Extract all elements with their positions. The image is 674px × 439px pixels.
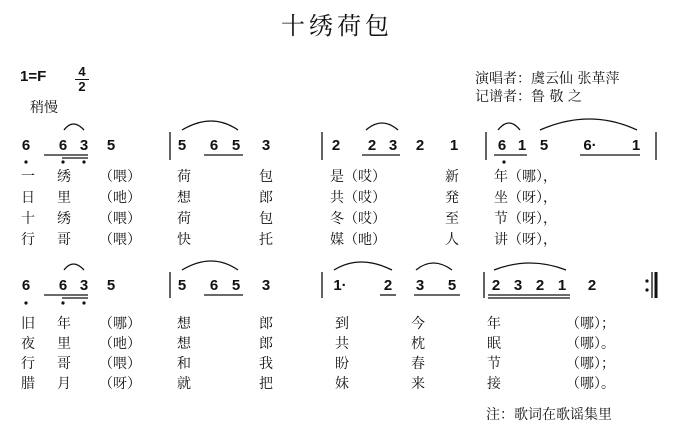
lyric: 坐（呀），	[494, 190, 557, 206]
note: 1	[449, 137, 459, 154]
lyric: 発	[445, 190, 459, 206]
lyric: 是（哎）	[330, 169, 386, 185]
lyric: 眠	[487, 336, 501, 352]
lyric: 就	[177, 376, 191, 392]
slur	[64, 124, 84, 130]
note: 5	[106, 277, 116, 294]
singers-credit: 演唱者：虞云仙 张革萍	[475, 71, 620, 87]
note: 2	[367, 137, 377, 154]
lyric: 想	[177, 316, 191, 332]
note: 5	[106, 137, 116, 154]
lyric: 行	[21, 356, 35, 372]
note: 1·	[333, 277, 347, 294]
repeat-dot	[645, 279, 648, 282]
note: 1	[517, 137, 527, 154]
lyric: 枕	[411, 336, 425, 352]
slur	[416, 263, 452, 270]
lyric: 讲（呀），	[494, 232, 557, 248]
lyric: （喂）	[99, 169, 141, 185]
note: 6·	[583, 137, 597, 154]
note: 6	[497, 137, 507, 154]
note: 2	[331, 137, 341, 154]
slur	[334, 262, 392, 270]
lyric: （吔）	[99, 190, 141, 206]
note: 5	[539, 137, 549, 154]
lyric: 一	[21, 169, 35, 185]
lyric: 行	[21, 232, 35, 248]
lyric: （哪）。	[566, 376, 615, 392]
lyric: 节	[487, 356, 501, 372]
lyric: 至	[445, 211, 459, 227]
lyric: 春	[411, 356, 425, 372]
slur	[498, 123, 520, 130]
note: 2	[415, 137, 425, 154]
repeat-dot	[645, 288, 648, 291]
lyric: （哪）；	[566, 356, 615, 372]
lyric: 日	[21, 190, 35, 206]
note: 3	[261, 277, 271, 294]
footnote: 注：歌词在歌谣集里	[486, 407, 612, 423]
song-title: 十绣荷包	[281, 12, 393, 40]
lyric: 我	[259, 356, 273, 372]
lyric: 新	[445, 169, 459, 185]
key-signature: 1=F	[20, 68, 47, 85]
note: 5	[177, 137, 187, 154]
note: 3	[79, 277, 89, 294]
note: 2	[383, 277, 393, 294]
octave-dot	[61, 301, 64, 304]
lyric: 接	[487, 376, 501, 392]
lyric: 和	[177, 356, 191, 372]
lyric: 托	[259, 232, 273, 248]
lyric: 郎	[259, 316, 273, 332]
note: 6	[21, 137, 31, 154]
lyric: 绣	[57, 211, 71, 227]
lyric: 妹	[335, 376, 349, 392]
lyric: 荷	[177, 169, 191, 185]
note: 3	[513, 277, 523, 294]
lyric: 冬（哎）	[330, 211, 386, 227]
lyric: 媒（吔）	[330, 232, 386, 248]
slur	[366, 123, 398, 130]
octave-dot	[82, 160, 85, 163]
lyric: 哥	[57, 356, 71, 372]
slur	[64, 264, 84, 270]
note: 3	[261, 137, 271, 154]
lyric: 人	[445, 232, 459, 248]
lyric: 年	[487, 316, 501, 332]
slur	[494, 263, 566, 270]
lyric: 节（呀），	[494, 211, 557, 227]
note: 5	[177, 277, 187, 294]
note: 3	[415, 277, 425, 294]
lyric: 夜	[21, 336, 35, 352]
lyric: 包	[259, 169, 273, 185]
lyric: （喂）	[99, 356, 141, 372]
note: 2	[535, 277, 545, 294]
note: 6	[209, 137, 219, 154]
lyric: 把	[259, 376, 273, 392]
note: 2	[587, 277, 597, 294]
lyric: 郎	[259, 336, 273, 352]
lyric: 腊	[21, 376, 35, 392]
note: 5	[231, 137, 241, 154]
note: 3	[79, 137, 89, 154]
note: 5	[447, 277, 457, 294]
lyric: 月	[57, 376, 71, 392]
lyric: （哪）；	[566, 316, 615, 332]
lyric: 年	[57, 316, 71, 332]
octave-dot	[502, 160, 505, 163]
lyric: （吔）	[99, 336, 141, 352]
notator-credit: 记谱者：鲁 敬 之	[475, 89, 582, 105]
slur	[182, 121, 238, 130]
lyric: 哥	[57, 232, 71, 248]
lyric: 快	[177, 232, 191, 248]
slur	[540, 119, 637, 130]
note: 6	[209, 277, 219, 294]
lyric: 盼	[335, 356, 349, 372]
note: 6	[58, 277, 68, 294]
octave-dot	[61, 160, 64, 163]
lyric: 包	[259, 211, 273, 227]
lyric: （喂）	[99, 232, 141, 248]
lyric: （哪）	[99, 316, 141, 332]
lyric: 绣	[57, 169, 71, 185]
lyric: 今	[411, 316, 425, 332]
time-signature-top: 4	[78, 64, 86, 79]
note: 2	[491, 277, 501, 294]
lyric: 想	[177, 190, 191, 206]
lyric: 荷	[177, 211, 191, 227]
lyric: 里	[57, 190, 71, 206]
tempo-marking: 稍慢	[30, 100, 58, 116]
note: 1	[631, 137, 641, 154]
octave-dot	[24, 160, 27, 163]
lyric: 到	[335, 316, 349, 332]
lyric: 共	[335, 336, 349, 352]
lyric: 十	[21, 211, 35, 227]
lyric: 里	[57, 336, 71, 352]
lyric: 想	[177, 336, 191, 352]
lyric: （哪）。	[566, 336, 615, 352]
note: 6	[58, 137, 68, 154]
octave-dot	[24, 301, 27, 304]
lyric: 郎	[259, 190, 273, 206]
note: 1	[557, 277, 567, 294]
slur	[182, 261, 238, 270]
note: 5	[231, 277, 241, 294]
note: 3	[388, 137, 398, 154]
lyric: 来	[411, 376, 425, 392]
lyric: 共（哎）	[330, 190, 386, 206]
note: 6	[21, 277, 31, 294]
lyric: 旧	[21, 316, 35, 332]
lyric: 年（哪），	[494, 169, 557, 185]
lyric: （喂）	[99, 211, 141, 227]
lyric: （呀）	[99, 376, 141, 392]
time-signature-bottom: 2	[78, 79, 86, 94]
octave-dot	[82, 301, 85, 304]
